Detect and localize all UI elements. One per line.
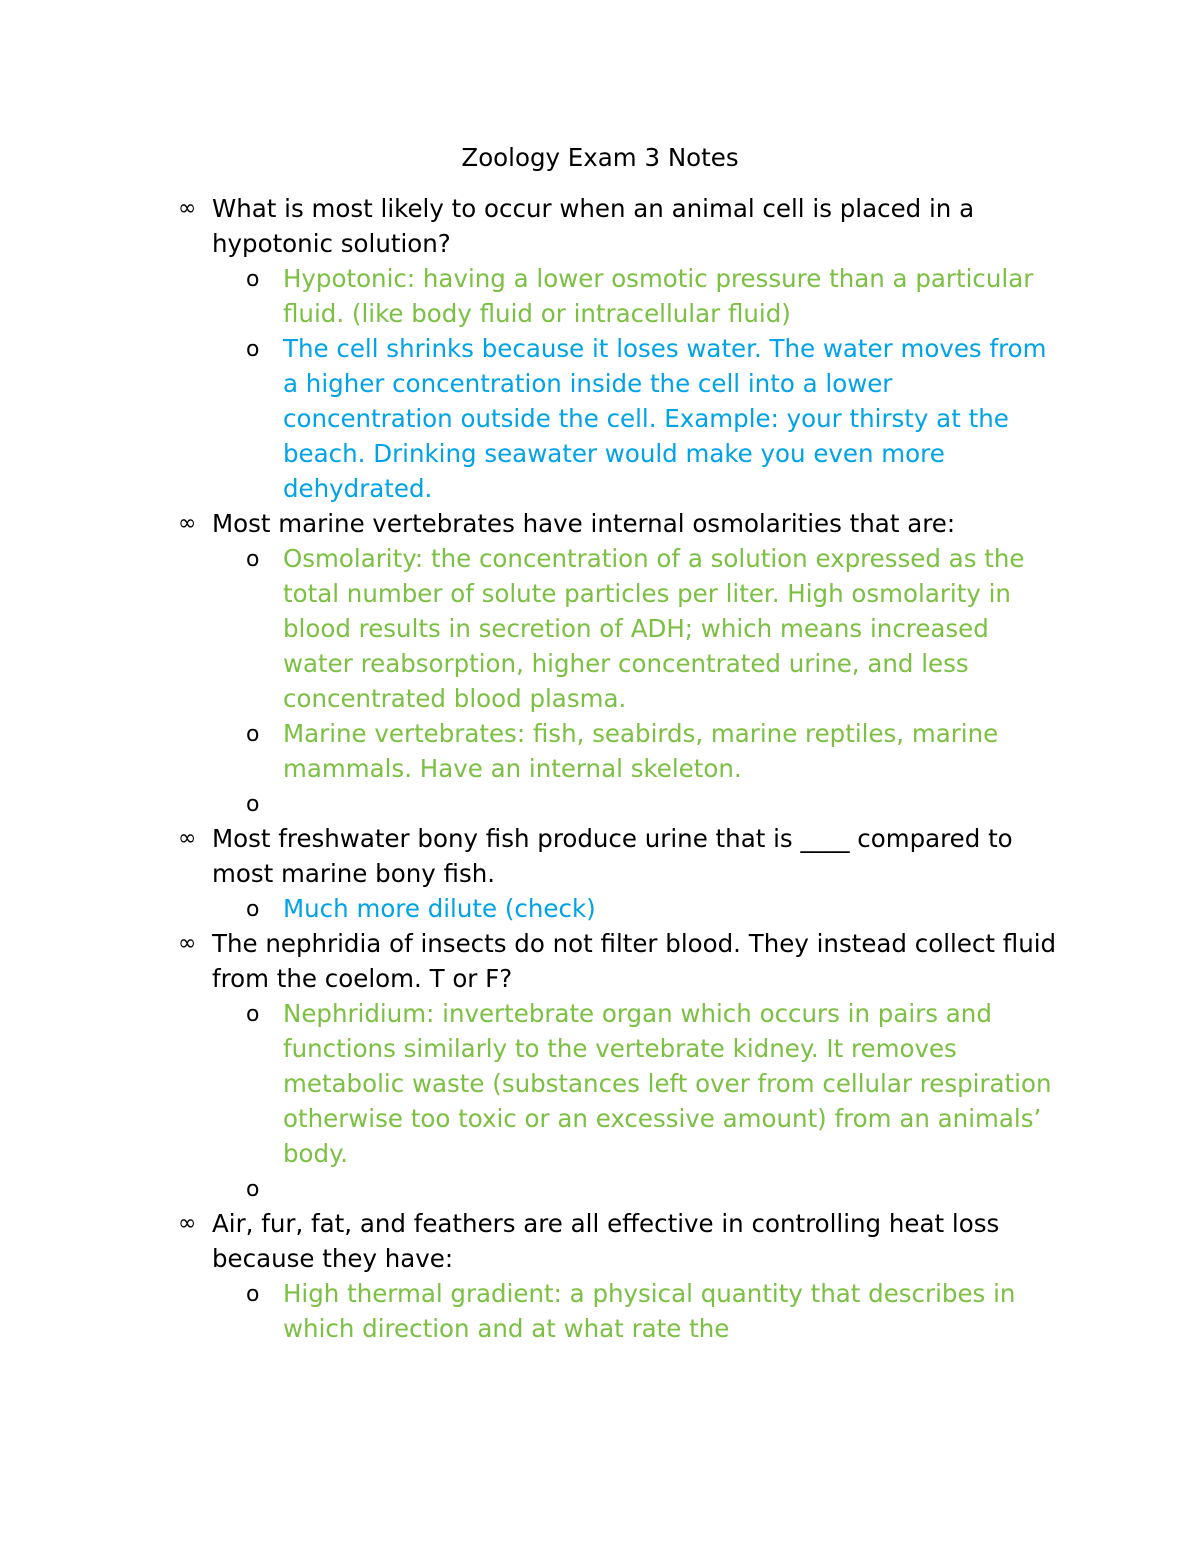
circle-bullet-icon: o xyxy=(246,547,260,572)
circle-bullet-icon: o xyxy=(246,1177,260,1202)
infinity-bullet-icon: ∞ xyxy=(178,931,197,956)
empty-answer-item xyxy=(0,1171,1200,1206)
answer-item xyxy=(0,331,1200,506)
infinity-bullet-icon: ∞ xyxy=(178,511,197,536)
circle-bullet-icon: o xyxy=(246,337,260,362)
circle-bullet-icon: o xyxy=(246,792,260,817)
infinity-bullet-icon: ∞ xyxy=(178,1211,197,1236)
definition-text: High thermal gradient: a physical quantity that describes in which direction and at what rate the xyxy=(283,1279,1016,1343)
question-text: Most marine vertebrates have internal osmolarities that are: xyxy=(212,509,956,538)
question-item xyxy=(0,1206,1200,1276)
document-title: Zoology Exam 3 Notes xyxy=(461,143,739,172)
answer-text: The cell shrinks because it loses water. The water moves from a higher concentration inside the cell into a lower concentration outside the cell. Example: your thirsty at the beach. Drinking seawater would make you even more dehydrated. xyxy=(283,334,1047,503)
question-text: Most freshwater bony fish produce urine that is ____ compared to most marine bony fish. xyxy=(212,824,1013,888)
answer-item xyxy=(0,891,1200,926)
answer-item xyxy=(0,541,1200,716)
question-text: Air, fur, fat, and feathers are all effective in controlling heat loss because they have: xyxy=(212,1209,1000,1273)
question-item xyxy=(0,191,1200,261)
answer-item xyxy=(0,1276,1200,1346)
question-text: The nephridia of insects do not filter blood. They instead collect fluid from the coelom. T or F? xyxy=(212,929,1057,993)
definition-text: Marine vertebrates: fish, seabirds, marine reptiles, marine mammals. Have an internal skeleton. xyxy=(283,719,999,783)
definition-text: Nephridium: invertebrate organ which occurs in pairs and functions similarly to the vertebrate kidney. It removes metabolic waste (substances left over from cellular respiration otherwise too toxic or an excessive amount) from an animals’ body. xyxy=(283,999,1052,1168)
circle-bullet-icon: o xyxy=(246,1282,260,1307)
circle-bullet-icon: o xyxy=(246,722,260,747)
answer-item xyxy=(0,996,1200,1171)
infinity-bullet-icon: ∞ xyxy=(178,826,197,851)
notes-list xyxy=(0,191,1200,1346)
question-item xyxy=(0,926,1200,996)
question-item xyxy=(0,506,1200,541)
circle-bullet-icon: o xyxy=(246,1002,260,1027)
empty-answer-item xyxy=(0,786,1200,821)
answer-item xyxy=(0,716,1200,786)
question-text: What is most likely to occur when an animal cell is placed in a hypotonic solution? xyxy=(212,194,975,258)
question-item xyxy=(0,821,1200,891)
answer-text: Much more dilute (check) xyxy=(283,894,596,923)
infinity-bullet-icon: ∞ xyxy=(178,196,197,221)
definition-text: Osmolarity: the concentration of a solution expressed as the total number of solute particles per liter. High osmolarity in blood results in secretion of ADH; which means increased water reabsorption, higher concentrated urine, and less concentrated blood plasma. xyxy=(283,544,1025,713)
definition-text: Hypotonic: having a lower osmotic pressure than a particular fluid. (like body fluid or intracellular fluid) xyxy=(283,264,1034,328)
answer-item xyxy=(0,261,1200,331)
circle-bullet-icon: o xyxy=(246,267,260,292)
circle-bullet-icon: o xyxy=(246,897,260,922)
